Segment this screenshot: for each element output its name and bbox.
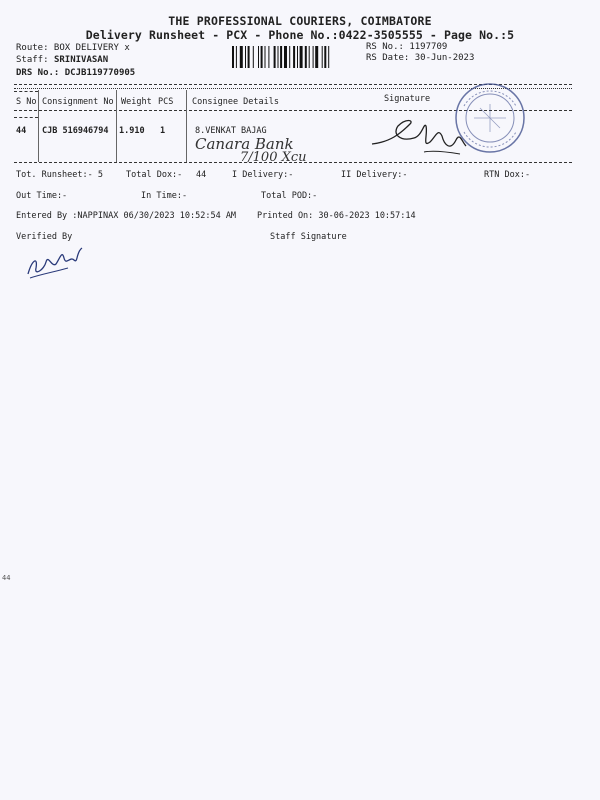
barcode-bar bbox=[265, 46, 266, 68]
col-header-consignment: Consignment No bbox=[42, 97, 114, 107]
barcode-bar bbox=[278, 46, 279, 68]
col-header-weight: Weight bbox=[121, 97, 152, 107]
total-pod: Total POD:- bbox=[261, 191, 318, 201]
col-sep-3 bbox=[186, 90, 187, 162]
row-weight: 1.910 bbox=[119, 126, 145, 136]
entered-by: Entered By :NAPPINAX 06/30/2023 10:52:54 AM bbox=[16, 211, 237, 221]
tot-runsheet: Tot. Runsheet:- 5 bbox=[16, 170, 103, 180]
ii-delivery: II Delivery:- bbox=[341, 170, 408, 180]
row-pcs: 1 bbox=[160, 126, 166, 136]
runsheet-subtitle: Delivery Runsheet - PCX - Phone No.:0422-3505555 - Page No.:5 bbox=[85, 28, 515, 42]
barcode-bar bbox=[232, 46, 234, 68]
barcode-bar bbox=[261, 46, 263, 68]
barcode-bar bbox=[268, 46, 269, 68]
row-sno: 44 bbox=[16, 126, 27, 136]
barcode-bar bbox=[324, 46, 326, 68]
barcode-bar bbox=[248, 46, 250, 68]
barcode-bar bbox=[240, 46, 243, 68]
total-dox-value: 44 bbox=[196, 170, 207, 180]
barcode-bar bbox=[274, 46, 276, 68]
barcode-bar bbox=[236, 46, 237, 68]
staff-row bbox=[16, 55, 108, 65]
col-header-consignee: Consignee Details bbox=[192, 97, 279, 107]
barcode-bar bbox=[309, 46, 310, 68]
sno-subrule bbox=[14, 117, 38, 118]
row-bottom-rule bbox=[14, 162, 572, 163]
barcode-bar bbox=[322, 46, 323, 68]
company-title: THE PROFESSIONAL COURIERS, COIMBATORE bbox=[168, 14, 432, 28]
drs-number: DRS No.: DCJB119770905 bbox=[16, 68, 136, 78]
staff-signature-label: Staff Signature bbox=[270, 232, 347, 242]
col-header-pcs: PCS bbox=[158, 97, 174, 107]
barcode-bar bbox=[280, 46, 282, 68]
margin-mark: 44 bbox=[2, 574, 11, 582]
barcode-bar bbox=[305, 46, 307, 68]
barcode-bar bbox=[253, 46, 254, 68]
row-consignment: CJB 516946794 bbox=[42, 126, 109, 136]
rtn-dox: RTN Dox:- bbox=[484, 170, 531, 180]
col-header-sno: S No bbox=[16, 97, 37, 107]
barcode-bar bbox=[293, 46, 295, 68]
route-label: Route: BOX DELIVERY x bbox=[16, 43, 130, 53]
barcode-bar bbox=[300, 46, 303, 68]
printed-on: Printed On: 30-06-2023 10:57:14 bbox=[257, 211, 416, 221]
barcode-bar bbox=[289, 46, 290, 68]
barcode-bar bbox=[315, 46, 318, 68]
barcode-bar bbox=[313, 46, 314, 68]
barcode-bar bbox=[245, 46, 246, 68]
barcode-image bbox=[232, 46, 360, 68]
handwritten-bank-note: Canara Bank bbox=[195, 135, 294, 153]
row-consignee: 8.VENKAT BAJAG bbox=[195, 126, 267, 136]
barcode-bar bbox=[284, 46, 287, 68]
i-delivery: I Delivery:- bbox=[232, 170, 294, 180]
verified-by-label: Verified By bbox=[16, 232, 73, 242]
barcode-bar bbox=[297, 46, 298, 68]
col-sep-2 bbox=[116, 90, 117, 162]
rs-number: RS No.: 1197709 bbox=[366, 42, 448, 52]
in-time: In Time:- bbox=[141, 191, 188, 201]
barcode-bar bbox=[328, 46, 329, 68]
out-time: Out Time:- bbox=[16, 191, 68, 201]
col-sep-1 bbox=[38, 90, 39, 162]
rs-date: RS Date: 30-Jun-2023 bbox=[366, 53, 475, 63]
total-dox-label: Total Dox:- bbox=[126, 170, 183, 180]
office-stamp bbox=[452, 78, 528, 158]
staff-name: SRINIVASAN bbox=[53, 55, 109, 65]
sno-header-rule bbox=[14, 91, 38, 92]
col-header-signature: Signature bbox=[384, 94, 431, 104]
verifier-signature bbox=[24, 240, 86, 282]
staff-label: Staff: bbox=[16, 55, 49, 65]
handwritten-ref-note: 7/100 Xcu bbox=[240, 150, 307, 165]
barcode-bar bbox=[258, 46, 259, 68]
